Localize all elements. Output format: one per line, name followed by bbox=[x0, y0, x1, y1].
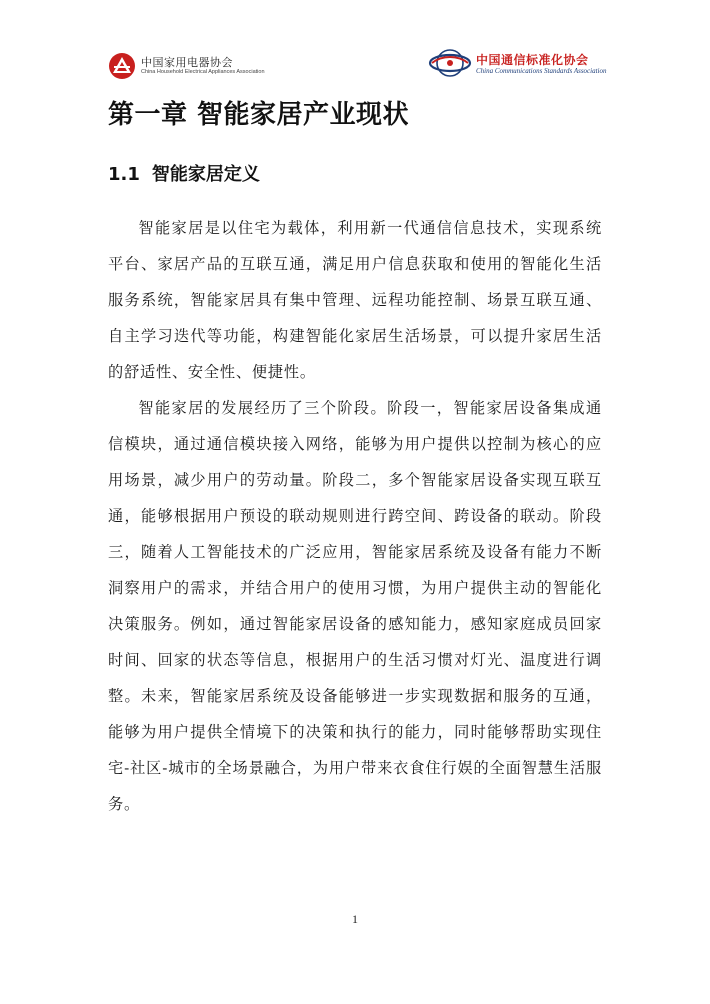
chapter-title: 第一章 智能家居产业现状 bbox=[108, 100, 410, 130]
section-number: 1.1 bbox=[108, 164, 140, 185]
cheaa-logo bbox=[108, 52, 278, 82]
page-header bbox=[0, 0, 710, 90]
ccsa-name-cn: 中国通信标准化协会 bbox=[476, 53, 589, 67]
ccsa-name-en: China Communications Standards Association bbox=[476, 67, 607, 75]
ccsa-emblem-icon bbox=[428, 46, 472, 80]
section-heading bbox=[108, 160, 260, 186]
section-title: 智能家居定义 bbox=[151, 164, 260, 185]
paragraph: 智能家居的发展经历了三个阶段。阶段一，智能家居设备集成通信模块，通过通信模块接入网络，能够为用户提供以控制为核心的应用场景，减少用户的劳动量。阶段二，多个智能家居设备实现互联互通，能够根据用户预设的联动规则进行跨空间、跨设备的联动。阶段三，随着人工智能技术的广泛应用，智能家居系统及设备有能力不断洞察用户的需求，并结合用户的使用习惯，为用户提供主动的智能化决策服务。例如，通过智能家居设备的感知能力，感知家庭成员回家时间、回家的状态等信息，根据用户的生活习惯对灯光、温度进行调整。未来，智能家居系统及设备能够进一步实现数据和服务的互通，能够为用户提供全情境下的决策和执行的能力，同时能够帮助实现住宅-社区-城市的全场景融合，为用户带来衣食住行娱的全面智慧生活服务。 bbox=[108, 399, 602, 813]
page-number: 1 bbox=[352, 912, 358, 926]
paragraph: 智能家居是以住宅为载体，利用新一代通信信息技术，实现系统平台、家居产品的互联互通，满足用户信息获取和使用的智能化生活服务系统，智能家居具有集中管理、远程功能控制、场景互联互通、自主学习迭代等功能，构建智能化家居生活场景，可以提升家居生活的舒适性、安全性、便捷性。 bbox=[108, 219, 602, 381]
cheaa-name-en: China Household Electrical Appliances Association bbox=[141, 69, 265, 75]
body-text bbox=[108, 210, 602, 822]
cheaa-emblem-icon bbox=[108, 52, 136, 80]
cheaa-name-cn: 中国家用电器协会 bbox=[141, 56, 233, 69]
ccsa-logo bbox=[428, 46, 608, 80]
